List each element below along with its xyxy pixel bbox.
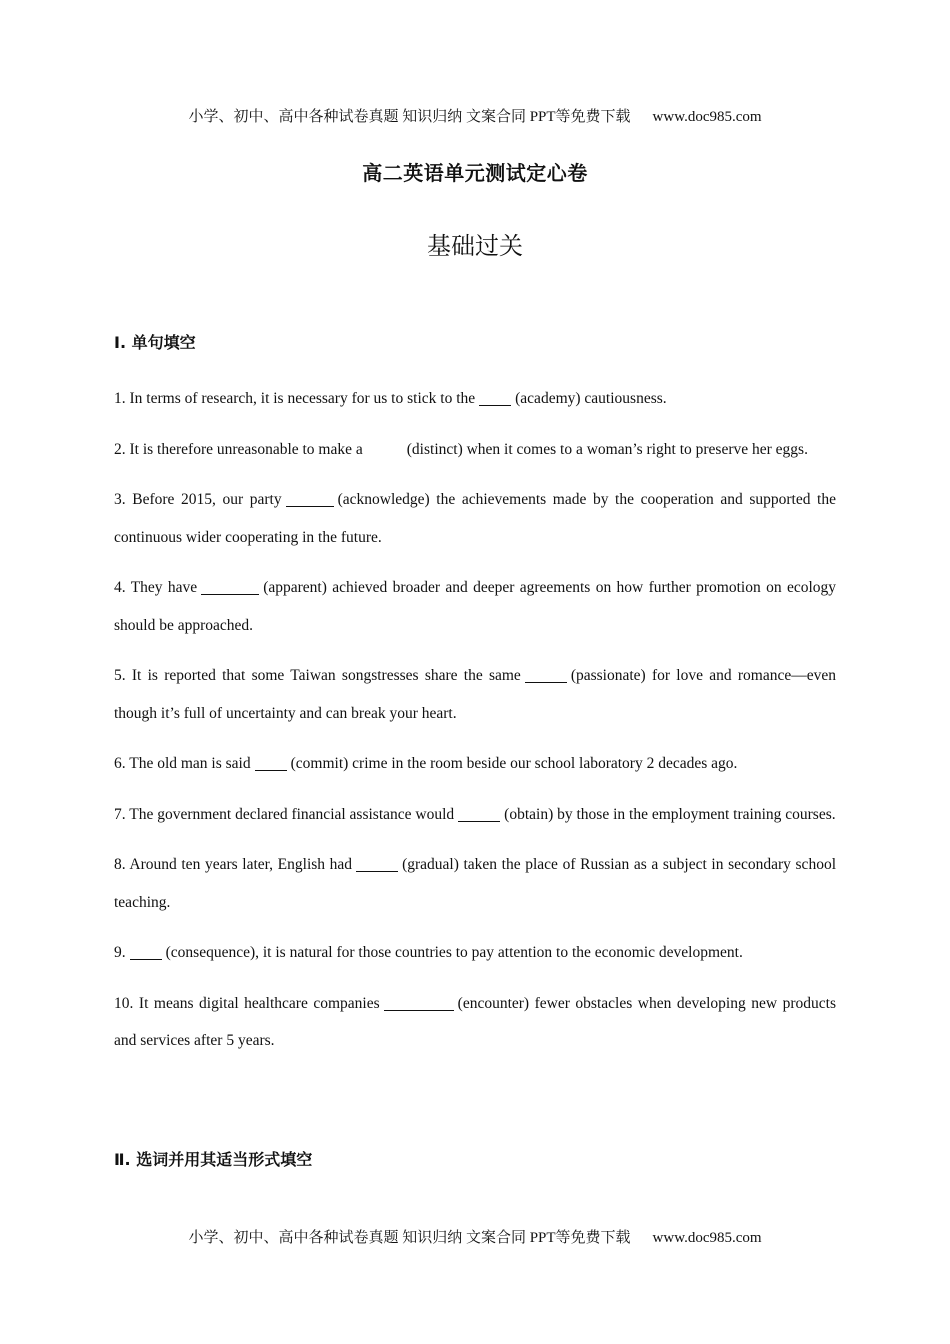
footer-site-link[interactable]: www.doc985.com <box>652 1230 762 1246</box>
question-7: 7. The government declared financial assistance would (obtain) by those in the employment training courses. <box>114 805 836 823</box>
question-4: 4. They have (apparent) achieved broader and deeper agreements on how further promotion on ecology should be approached. <box>114 579 837 634</box>
question-10: 10. It means digital healthcare companies (encounter) fewer obstacles when developing new products and services after 5 years. <box>114 994 836 1049</box>
question-list <box>114 380 836 1073</box>
question-1: 1. In terms of research, it is necessary for us to stick to the (academy) cautiousness. <box>114 390 667 407</box>
question-3: 3. Before 2015, our party (acknowledge) the achievements made by the cooperation and supported the continuous wider cooperating in the future. <box>114 491 836 546</box>
question-5: 5. It is reported that some Taiwan songstresses share the same (passionate) for love and romance—even though it’s full of uncertainty and can break your heart. <box>114 667 836 722</box>
answer-blank[interactable] <box>479 389 511 406</box>
section-heading-2: Ⅱ. 选词并用其适当形式填空 <box>114 1150 313 1169</box>
page-footer <box>0 1226 950 1247</box>
answer-blank[interactable] <box>367 440 403 456</box>
answer-blank[interactable] <box>384 993 454 1010</box>
page-header <box>0 105 950 126</box>
answer-blank[interactable] <box>201 578 259 595</box>
header-site-link[interactable]: www.doc985.com <box>652 109 762 125</box>
answer-blank[interactable] <box>286 490 334 507</box>
question-6: 6. The old man is said (commit) crime in the room beside our school laboratory 2 decades ago. <box>114 755 738 772</box>
question-2: 2. It is therefore unreasonable to make a (distinct) when it comes to a woman’s right to preserve her eggs. <box>114 440 808 458</box>
answer-blank[interactable] <box>356 855 398 872</box>
question-9: 9. (consequence), it is natural for those countries to pay attention to the economic development. <box>114 944 743 961</box>
document-subtitle: 基础过关 <box>427 232 523 260</box>
section-heading-1: Ⅰ. 单句填空 <box>114 333 196 352</box>
answer-blank[interactable] <box>458 804 500 821</box>
header-text: 小学、初中、高中各种试卷真题 知识归纳 文案合同 PPT等免费下载 <box>188 109 631 125</box>
question-8: 8. Around ten years later, English had (gradual) taken the place of Russian as a subject in secondary school teaching. <box>114 856 836 911</box>
document-title: 高二英语单元测试定心卷 <box>362 161 588 185</box>
answer-blank[interactable] <box>130 943 162 960</box>
answer-blank[interactable] <box>525 666 567 683</box>
footer-text: 小学、初中、高中各种试卷真题 知识归纳 文案合同 PPT等免费下载 <box>188 1230 631 1246</box>
answer-blank[interactable] <box>255 754 287 771</box>
